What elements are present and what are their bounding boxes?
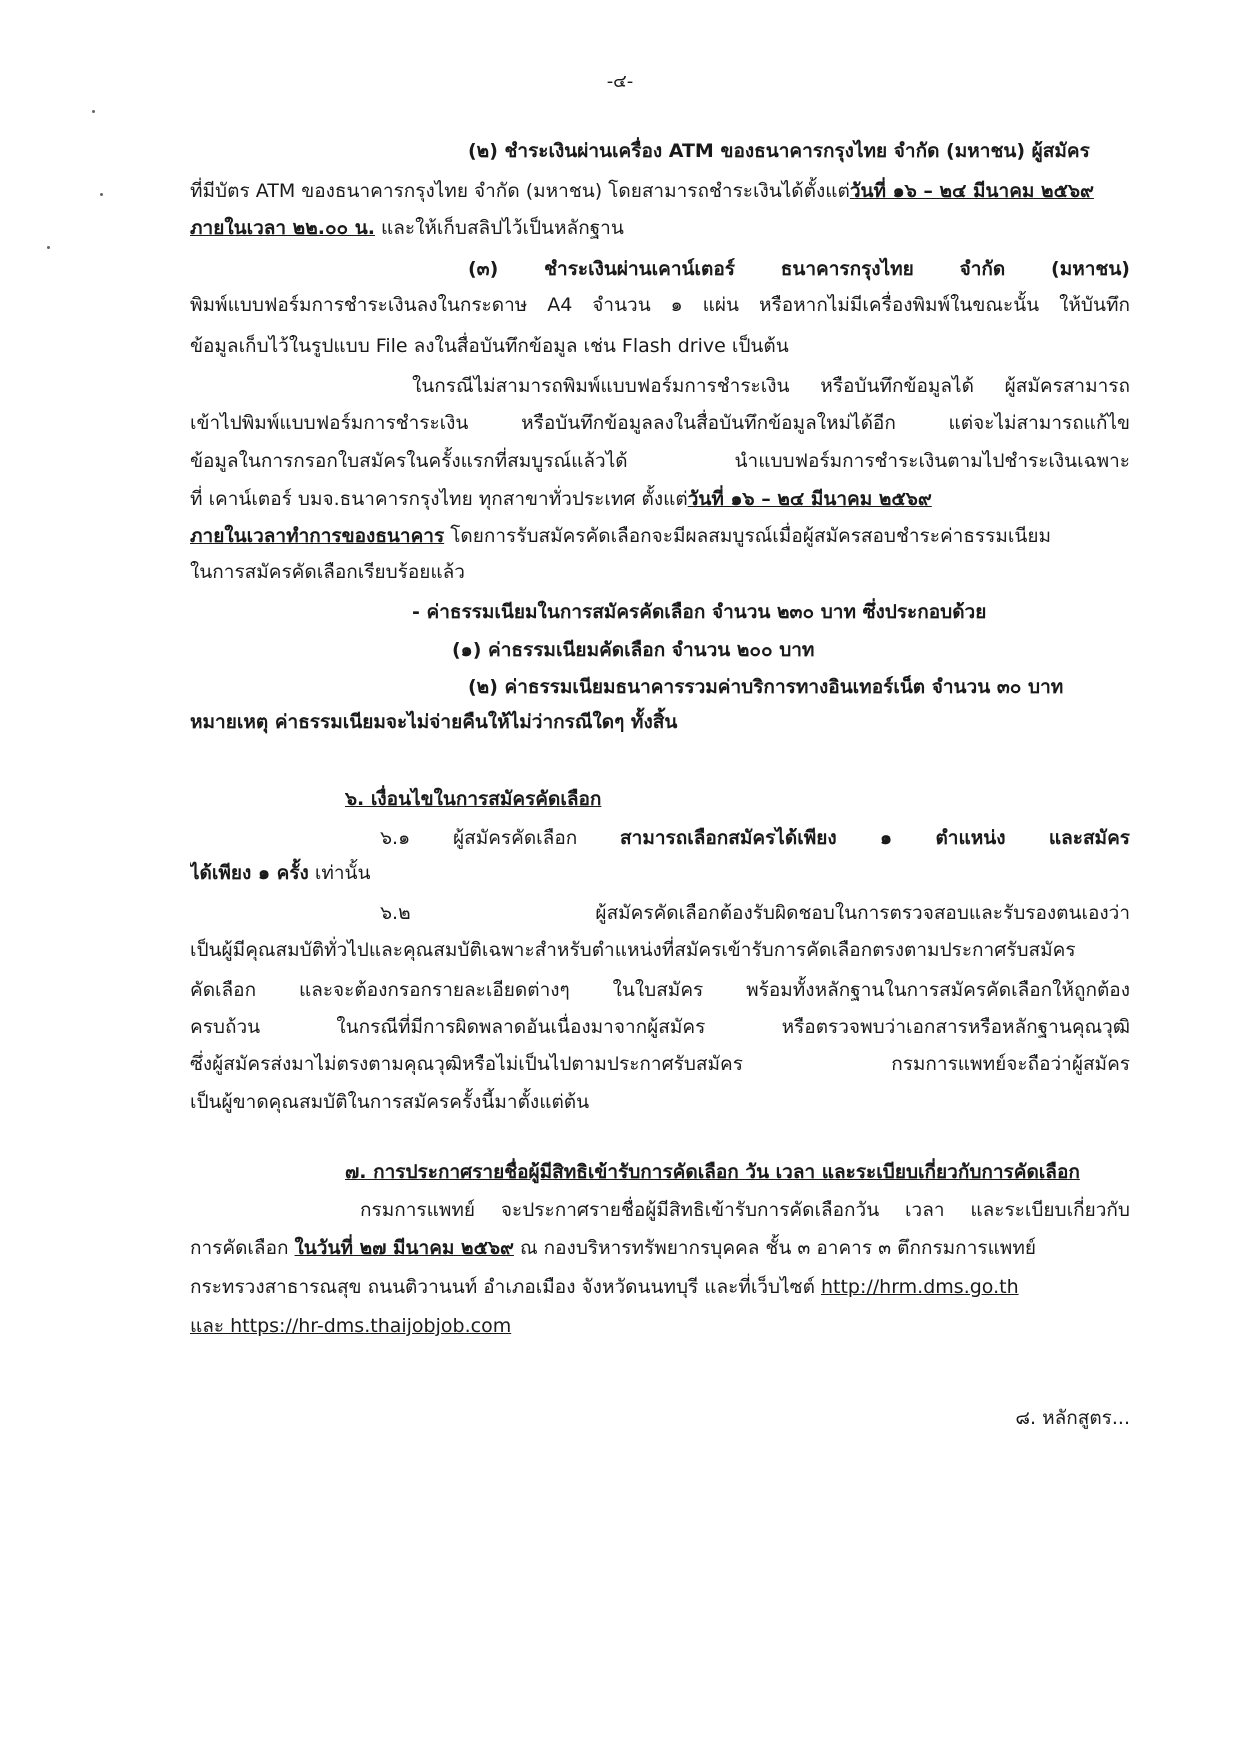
- text: สามารถเลือกสมัครได้เพียง ๑ ตำแหน่ง และสมัคร: [620, 827, 1130, 849]
- section-7-line: [190, 1233, 1130, 1263]
- fee-item: (๑) ค่าธรรมเนียมคัดเลือก จำนวน ๒๐๐ บาท: [452, 639, 815, 661]
- section-7-heading: ๗. การประกาศรายชื่อผู้มีสิทธิเข้ารับการคัดเลือก วัน เวลา และระเบียบเกี่ยวกับการคัดเลือก: [345, 1161, 1080, 1183]
- section-6-2-line: คัดเลือก และจะต้องกรอกรายละเอียดต่างๆ ในใบสมัคร พร้อมทั้งหลักฐานในการสมัครคัดเลือกให้ถูกต้อง: [190, 979, 1130, 1001]
- section-6-2-line: ซึ่งผู้สมัครส่งมาไม่ตรงตามคุณวุฒิหรือไม่เป็นไปตามประกาศรับสมัคร กรมการแพทย์จะถือว่าผู้สมัคร: [190, 1053, 1130, 1075]
- text: โดยการรับสมัครคัดเลือกจะมีผลสมบูรณ์เมื่อผู้สมัครสอบชำระค่าธรรมเนียม: [444, 525, 1051, 547]
- text: ที่ เคาน์เตอร์ บมจ.ธนาคารกรุงไทย ทุกสาขาทั่วประเทศ ตั้งแต่: [190, 488, 688, 510]
- paragraph-line: ในกรณีไม่สามารถพิมพ์แบบฟอร์มการชำระเงิน หรือบันทึกข้อมูลได้ ผู้สมัครสามารถ: [412, 375, 1130, 397]
- scan-speck: [100, 193, 103, 196]
- section-6-2-line: เป็นผู้ขาดคุณสมบัติในการสมัครครั้งนี้มาตั้งแต่ต้น: [190, 1091, 590, 1113]
- paragraph-line: ในการสมัครคัดเลือกเรียบร้อยแล้ว: [190, 561, 465, 583]
- fee-item: (๒) ค่าธรรมเนียมธนาคารรวมค่าบริการทางอินเทอร์เน็ต จำนวน ๓๐ บาท: [468, 676, 1064, 698]
- section-6-2: ๖.๒ ผู้สมัครคัดเลือกต้องรับผิดชอบในการตรวจสอบและรับรองตนเองว่า: [380, 902, 1130, 924]
- atm-date-range: วันที่ ๑๖ – ๒๔ มีนาคม ๒๕๖๙: [849, 180, 1094, 202]
- text: ที่มีบัตร ATM ของธนาคารกรุงไทย จำกัด (มหาชน) โดยสามารถชำระเงินได้ตั้งแต่: [190, 180, 850, 202]
- paragraph-line: เข้าไปพิมพ์แบบฟอร์มการชำระเงิน หรือบันทึกข้อมูลลงในสื่อบันทึกข้อมูลใหม่ได้อีก แต่จะไม่สามารถแก้ไข: [190, 412, 1130, 434]
- scan-speck: [92, 110, 95, 113]
- thaijobjob-link[interactable]: และ https://hr-dms.thaijobjob.com: [190, 1315, 512, 1337]
- section-6-1: [380, 823, 1130, 853]
- counter-payment-title: (๓) ชำระเงินผ่านเคาน์เตอร์ ธนาคารกรุงไทย จำกัด (มหาชน): [468, 258, 1130, 280]
- text: ณ กองบริหารทรัพยากรบุคคล ชั้น ๓ อาคาร ๓ ตึกกรมการแพทย์: [513, 1237, 1036, 1259]
- paragraph-line: ข้อมูลในการกรอกใบสมัครในครั้งแรกที่สมบูรณ์แล้วได้ นำแบบฟอร์มการชำระเงินตามไปชำระเงินเฉพาะ: [190, 450, 1130, 472]
- text: ได้เพียง ๑ ครั้ง: [190, 862, 309, 884]
- atm-payment-title: (๒) ชำระเงินผ่านเครื่อง ATM ของธนาคารกรุงไทย จำกัด (มหาชน) ผู้สมัคร: [468, 140, 1090, 162]
- text: และให้เก็บสลิปไว้เป็นหลักฐาน: [374, 217, 624, 239]
- fee-total: - ค่าธรรมเนียมในการสมัครคัดเลือก จำนวน ๒๓๐ บาท ซึ่งประกอบด้วย: [412, 601, 987, 623]
- counter-payment-line: ข้อมูลเก็บไว้ในรูปแบบ File ลงในสื่อบันทึกข้อมูล เช่น Flash drive เป็นต้น: [190, 335, 789, 357]
- page-number: -๔-: [606, 71, 634, 92]
- bank-hours: ภายในเวลาทำการของธนาคาร: [190, 525, 445, 547]
- paragraph-line: [190, 484, 1130, 514]
- paragraph-line: [190, 521, 1130, 551]
- section-6-1-cont: [190, 858, 1130, 888]
- section-6-2-line: เป็นผู้มีคุณสมบัติทั่วไปและคุณสมบัติเฉพาะสำหรับตำแหน่งที่สมัครเข้ารับการคัดเลือกตรงตามประกาศรับสมัคร: [190, 939, 1076, 961]
- next-page-indicator: ๘. หลักสูตร...: [1015, 1407, 1130, 1429]
- atm-payment-line: [190, 176, 1130, 206]
- section-6-heading: ๖. เงื่อนไขในการสมัครคัดเลือก: [345, 788, 602, 810]
- atm-deadline: ภายในเวลา ๒๒.๐๐ น.: [190, 217, 375, 239]
- scan-speck: [47, 246, 50, 249]
- counter-date-range: วันที่ ๑๖ – ๒๔ มีนาคม ๒๕๖๙: [687, 488, 932, 510]
- text: ๖.๑ ผู้สมัครคัดเลือก: [380, 827, 621, 849]
- text: การคัดเลือก: [190, 1237, 295, 1259]
- section-7-line: กรมการแพทย์ จะประกาศรายชื่อผู้มีสิทธิเข้ารับการคัดเลือกวัน เวลา และระเบียบเกี่ยวกับ: [360, 1199, 1130, 1221]
- section-6-2-line: ครบถ้วน ในกรณีที่มีการผิดพลาดอันเนื่องมาจากผู้สมัคร หรือตรวจพบว่าเอกสารหรือหลักฐานคุณวุฒิ: [190, 1016, 1130, 1038]
- announce-date: ในวันที่ ๒๗ มีนาคม ๒๕๖๙: [294, 1237, 514, 1259]
- atm-payment-line: [190, 213, 1130, 243]
- text: เท่านั้น: [308, 862, 371, 884]
- website-link[interactable]: http://hrm.dms.go.th: [820, 1276, 1019, 1298]
- section-7-line: [190, 1272, 1130, 1302]
- fee-note: หมายเหตุ ค่าธรรมเนียมจะไม่จ่ายคืนให้ไม่ว่ากรณีใดๆ ทั้งสิ้น: [190, 711, 678, 733]
- text: กระทรวงสาธารณสุข ถนนติวานนท์ อำเภอเมือง จังหวัดนนทบุรี และที่เว็บไซต์: [190, 1276, 821, 1298]
- counter-payment-line: พิมพ์แบบฟอร์มการชำระเงินลงในกระดาษ A4 จำนวน ๑ แผ่น หรือหากไม่มีเครื่องพิมพ์ในขณะนั้น ให้บันทึก: [190, 294, 1130, 316]
